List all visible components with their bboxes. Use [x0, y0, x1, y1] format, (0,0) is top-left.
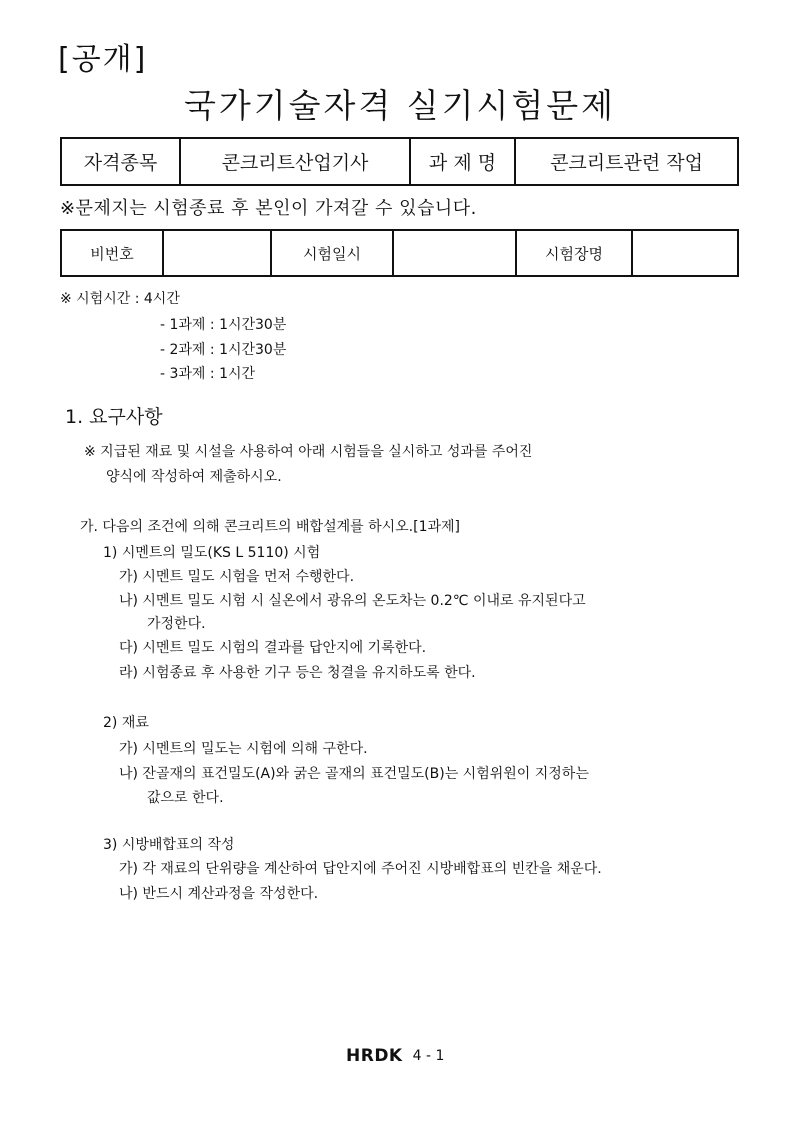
- exam-time-task1: - 1과제 : 1시간30분: [160, 317, 287, 333]
- value-task-name: 콘크리트관련 작업: [515, 138, 738, 185]
- field-secret-number[interactable]: [163, 230, 271, 276]
- label-task-name: 과 제 명: [410, 138, 515, 185]
- requirements-note-line2: 양식에 작성하여 제출하시오.: [106, 469, 282, 485]
- item-text-continued: 값으로 한다.: [147, 790, 224, 806]
- label-secret-number: 비번호: [61, 230, 163, 276]
- page-footer: [346, 1046, 444, 1066]
- field-exam-date[interactable]: [393, 230, 516, 276]
- public-tag: [공개]: [58, 42, 148, 77]
- item-text: 다) 시멘트 밀도 시험의 결과를 답안지에 기록한다.: [119, 640, 427, 656]
- label-exam-date: 시험일시: [271, 230, 393, 276]
- subsection-cement-density: 1) 시멘트의 밀도(KS L 5110) 시험: [103, 545, 321, 561]
- requirements-note-line1: ※ 지급된 재료 및 시설을 사용하여 아래 시험들을 실시하고 성과를 주어진: [84, 444, 533, 460]
- item-text: 나) 반드시 계산과정을 작성한다.: [119, 886, 319, 902]
- qualification-table: [60, 137, 739, 186]
- exam-time-task3: - 3과제 : 1시간: [160, 366, 256, 382]
- exam-info-table: [60, 229, 739, 277]
- subsection-materials: 2) 재료: [103, 715, 149, 731]
- subsection-mix-table: 3) 시방배합표의 작성: [103, 837, 235, 853]
- item-text: 가) 시멘트 밀도 시험을 먼저 수행한다.: [119, 569, 355, 585]
- page-number: 4 - 1: [412, 1048, 445, 1064]
- item-text: 가) 각 재료의 단위량을 계산하여 답안지에 주어진 시방배합표의 빈칸을 채운다.: [119, 861, 602, 877]
- exam-time-total: ※ 시험시간 : 4시간: [60, 291, 180, 307]
- hrdk-logo: HRDK: [346, 1046, 403, 1066]
- item-text: 가) 시멘트의 밀도는 시험에 의해 구한다.: [119, 741, 368, 757]
- item-text: 나) 잔골재의 표건밀도(A)와 굵은 골재의 표건밀도(B)는 시험위원이 지정하는: [119, 766, 589, 782]
- notice-text: ※문제지는 시험종료 후 본인이 가져갈 수 있습니다.: [60, 198, 477, 219]
- section-title-requirements: 1. 요구사항: [65, 406, 163, 428]
- exam-time-task2: - 2과제 : 1시간30분: [160, 342, 287, 358]
- item-text: 나) 시멘트 밀도 시험 시 실온에서 광유의 온도차는 0.2℃ 이내로 유지된다고: [119, 593, 586, 609]
- field-exam-site[interactable]: [632, 230, 738, 276]
- item-text: 라) 시험종료 후 사용한 기구 등은 청결을 유지하도록 한다.: [119, 665, 476, 681]
- value-qualification: 콘크리트산업기사: [180, 138, 410, 185]
- label-qualification: 자격종목: [61, 138, 180, 185]
- page-title: 국가기술자격 실기시험문제: [183, 86, 617, 125]
- task1-heading: 가. 다음의 조건에 의해 콘크리트의 배합설계를 하시오.[1과제]: [80, 519, 461, 535]
- item-text-continued: 가정한다.: [147, 616, 206, 632]
- label-exam-site: 시험장명: [516, 230, 632, 276]
